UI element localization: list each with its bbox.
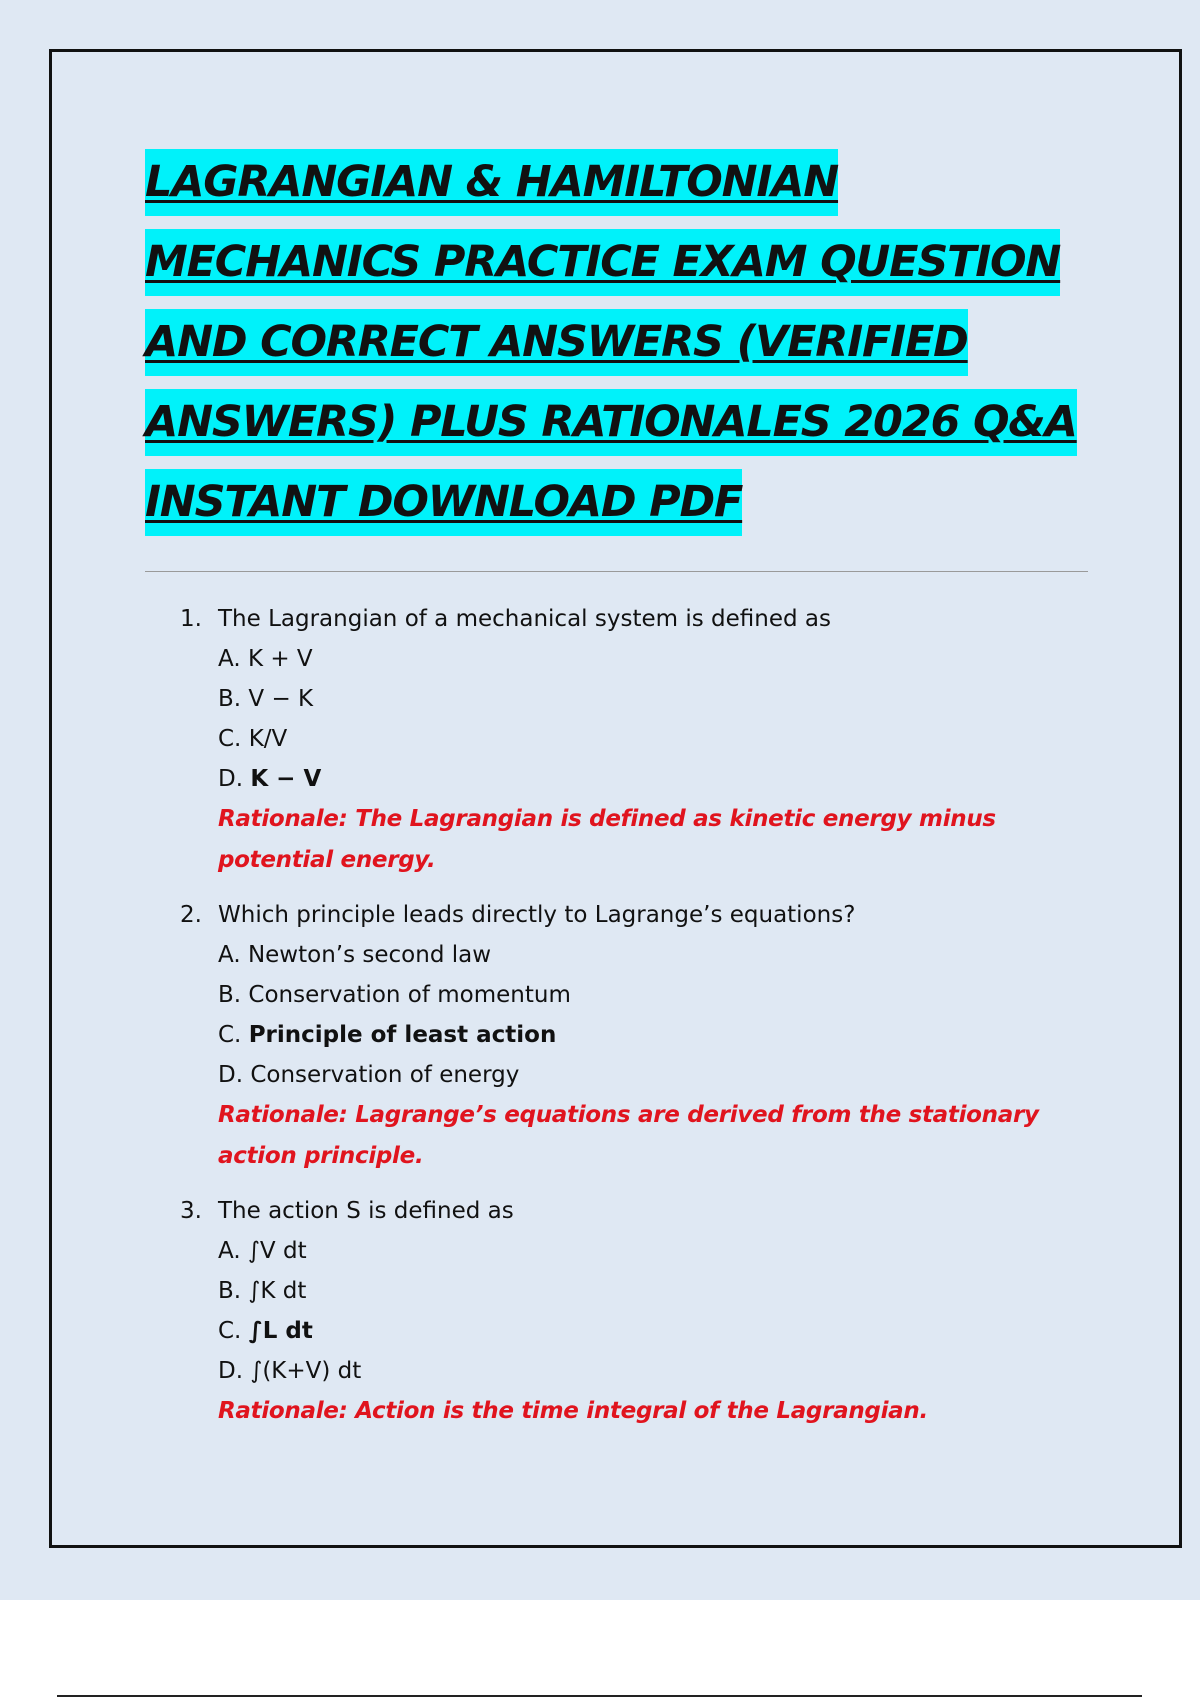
title-line: MECHANICS PRACTICE EXAM QUESTION [145, 229, 1060, 296]
question-item [180, 1191, 1080, 1432]
answer-option [180, 679, 1080, 719]
title-line: INSTANT DOWNLOAD PDF [145, 469, 742, 536]
option-letter: D. [218, 766, 244, 792]
question-text: The action S is defined as [218, 1198, 514, 1224]
option-text: K/V [248, 726, 288, 752]
correct-answer-option [180, 1015, 1080, 1055]
option-letter: A. [218, 646, 241, 672]
answer-option [180, 935, 1080, 975]
correct-answer-option [180, 1311, 1080, 1351]
answer-option [180, 1055, 1080, 1095]
document-title [145, 142, 1095, 542]
page-bottom-rule [57, 1695, 1142, 1697]
option-letter: C. [218, 1022, 242, 1048]
rationale-text: Rationale: The Lagrangian is defined as kinetic energy minus potential energy. [218, 806, 996, 873]
answer-option [180, 639, 1080, 679]
title-line: ANSWERS) PLUS RATIONALES 2026 Q&A [145, 389, 1077, 456]
option-letter: B. [218, 1278, 242, 1304]
answer-option [180, 975, 1080, 1015]
title-line: LAGRANGIAN & HAMILTONIAN [145, 149, 838, 216]
option-letter: D. [218, 1062, 244, 1088]
answer-option [180, 1351, 1080, 1391]
option-letter: D. [218, 1358, 244, 1384]
answer-option [180, 719, 1080, 759]
correct-answer-option [180, 759, 1080, 799]
option-text: ∫(K+V) dt [250, 1358, 362, 1384]
rationale-text: Rationale: Action is the time integral of the Lagrangian. [218, 1398, 928, 1424]
question-item [180, 599, 1080, 881]
option-letter: B. [218, 982, 242, 1008]
option-letter: A. [218, 1238, 241, 1264]
option-letter: C. [218, 726, 242, 752]
option-letter: B. [218, 686, 242, 712]
question-list [180, 599, 1080, 1446]
question-text: Which principle leads directly to Lagrange’s equations? [218, 902, 856, 928]
option-text: K − V [250, 766, 322, 792]
option-text: Newton’s second law [247, 942, 492, 968]
option-text: ∫K dt [248, 1278, 307, 1304]
horizontal-divider [145, 571, 1088, 572]
question-text: The Lagrangian of a mechanical system is defined as [218, 606, 831, 632]
question-stem [180, 599, 1080, 639]
question-stem [180, 895, 1080, 935]
answer-option [180, 1271, 1080, 1311]
question-number: 3. [180, 1198, 202, 1224]
option-letter: A. [218, 942, 241, 968]
question-number: 2. [180, 902, 202, 928]
question-stem [180, 1191, 1080, 1231]
option-text: V − K [248, 686, 314, 712]
rationale-text: Rationale: Lagrange’s equations are derived from the stationary action principle. [218, 1102, 1039, 1169]
title-line: AND CORRECT ANSWERS (VERIFIED [145, 309, 968, 376]
option-text: K + V [247, 646, 313, 672]
question-item [180, 895, 1080, 1177]
option-text: Principle of least action [248, 1022, 557, 1048]
option-text: ∫V dt [247, 1238, 307, 1264]
question-number: 1. [180, 606, 202, 632]
option-letter: C. [218, 1318, 242, 1344]
option-text: Conservation of momentum [248, 982, 571, 1008]
option-text: ∫L dt [248, 1318, 313, 1344]
option-text: Conservation of energy [250, 1062, 520, 1088]
answer-option [180, 1231, 1080, 1271]
